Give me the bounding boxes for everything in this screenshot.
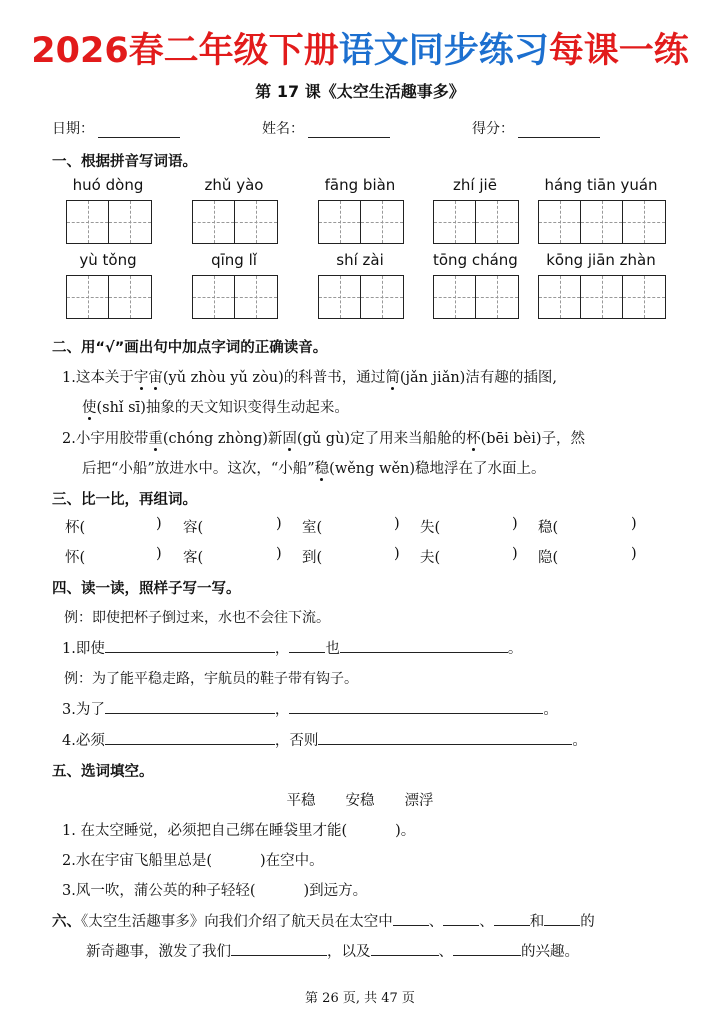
- pinyin-label: shí zài: [336, 251, 384, 269]
- writing-grid[interactable]: [433, 275, 519, 319]
- answer-blank[interactable]: [544, 911, 580, 926]
- dotted-char: 稳: [314, 461, 330, 477]
- pinyin-label: qīng lǐ: [211, 251, 257, 269]
- fill-question-2: 2.水在宇宙飞船里总是( )在空中。: [62, 853, 324, 869]
- answer-blank[interactable]: [289, 699, 543, 714]
- page-number: 第 26 页, 共 47 页: [305, 991, 415, 1006]
- section6-number: 六、: [52, 914, 81, 930]
- page-title: [0, 28, 720, 74]
- compare-char: 容(: [183, 520, 204, 536]
- compare-char: 夫(: [420, 550, 441, 566]
- answer-blank[interactable]: [453, 941, 521, 956]
- compare-char: 失(: [420, 520, 441, 536]
- writing-grid[interactable]: [192, 275, 278, 319]
- choice-word: 安稳: [345, 793, 375, 809]
- writing-grid[interactable]: [538, 200, 666, 244]
- fill-question-3: 3.风一吹，蒲公英的种子轻轻( )到远方。: [62, 883, 368, 899]
- pinyin-label: kōng jiān zhàn: [546, 251, 656, 269]
- pinyin-label: háng tiān yuán: [544, 176, 658, 194]
- date-field: [52, 118, 180, 138]
- answer-blank[interactable]: [105, 730, 275, 745]
- writing-grid[interactable]: [433, 200, 519, 244]
- writing-grid[interactable]: [318, 275, 404, 319]
- compare-close: ): [631, 516, 637, 532]
- pinyin-label: huó dòng: [72, 176, 144, 194]
- dotted-char: 简: [385, 370, 400, 386]
- title-part-subject: 语文同步练习: [338, 31, 549, 71]
- section2-sentence1: 1.这本关于宇宙(yǔ zhòu yǔ zòu)的科普书，通过简(jǎn jiǎn)洁有趣的插图,: [62, 370, 557, 386]
- answer-blank[interactable]: [371, 941, 439, 956]
- section2-heading: 二、用“√”画出句中加点字词的正确读音。: [52, 340, 328, 356]
- date-label: 日期：: [52, 121, 94, 137]
- pinyin-label: zhí jiē: [453, 176, 497, 194]
- compare-char: 室(: [302, 520, 323, 536]
- answer-blank[interactable]: [340, 638, 508, 653]
- writing-grid[interactable]: [192, 200, 278, 244]
- lesson-subtitle: 第 17 课《太空生活趣事多》: [255, 82, 465, 101]
- answer-blank[interactable]: [289, 638, 325, 653]
- score-label: 得分：: [472, 121, 514, 137]
- dotted-char: 杯: [466, 431, 481, 447]
- answer-blank[interactable]: [318, 730, 572, 745]
- writing-grid[interactable]: [318, 200, 404, 244]
- name-label: 姓名：: [262, 121, 304, 137]
- pinyin-label: tōng cháng: [433, 251, 518, 269]
- pinyin-label: yù tǒng: [79, 251, 137, 269]
- answer-blank[interactable]: [231, 941, 327, 956]
- example-sentence: 例：即使把杯子倒过来，水也不会往下流。: [64, 610, 330, 626]
- choice-word: 平稳: [286, 793, 316, 809]
- dotted-char: 固: [282, 431, 297, 447]
- section2-sentence2: 2.小宇用胶带重(chóng zhòng)新固(gǔ gù)定了用来当船舱的杯(bēi bèi)子，然: [62, 431, 586, 447]
- answer-blank[interactable]: [443, 911, 479, 926]
- compare-close: ): [156, 516, 162, 532]
- compare-char: 稳(: [538, 520, 559, 536]
- writing-grid[interactable]: [66, 200, 152, 244]
- name-blank[interactable]: [308, 122, 390, 138]
- section2-sentence2-cont: 后把“小船”放进水中。这次，“小船”稳(wěng wěn)稳地浮在了水面上。: [82, 461, 546, 477]
- pinyin-label: fāng biàn: [324, 176, 396, 194]
- choice-word: 漂浮: [404, 793, 434, 809]
- dotted-char: 重: [148, 431, 163, 447]
- section1-heading: 一、根据拼音写词语。: [52, 154, 197, 170]
- dotted-char: 使: [82, 400, 97, 416]
- section5-heading: 五、选词填空。: [52, 764, 154, 780]
- compare-close: ): [394, 546, 400, 562]
- score-blank[interactable]: [518, 122, 600, 138]
- compare-char: 怀(: [65, 550, 86, 566]
- section2-sentence1-cont: 使(shǐ sī)抽象的天文知识变得生动起来。: [82, 400, 349, 416]
- example-sentence: 例：为了能平稳走路，宇航员的鞋子带有钩子。: [64, 671, 358, 687]
- word-choices: [0, 789, 720, 810]
- section6-line-1: 六、《太空生活趣事多》向我们介绍了航天员在太空中 、 、 和 的: [52, 910, 595, 931]
- writing-grid[interactable]: [66, 275, 152, 319]
- writing-grid[interactable]: [538, 275, 666, 319]
- compare-close: ): [631, 546, 637, 562]
- compare-close: ): [394, 516, 400, 532]
- score-field: [472, 118, 600, 138]
- section4-heading: 四、读一读，照样子写一写。: [52, 581, 241, 597]
- compare-char: 隐(: [538, 550, 559, 566]
- compare-char: 客(: [183, 550, 204, 566]
- rewrite-line-4: 4.必须 ，否则 。: [62, 729, 587, 750]
- answer-blank[interactable]: [494, 911, 530, 926]
- dotted-char: 宇: [133, 370, 149, 386]
- rewrite-line-1: 1.即使 ， 也 。: [62, 637, 522, 658]
- compare-close: ): [512, 546, 518, 562]
- name-field: [262, 118, 390, 138]
- fill-question-1: 1. 在太空睡觉，必须把自己绑在睡袋里才能( )。: [62, 823, 416, 839]
- answer-blank[interactable]: [105, 699, 275, 714]
- title-part-practice: 每课一练: [548, 31, 689, 71]
- compare-close: ): [276, 516, 282, 532]
- compare-close: ): [276, 546, 282, 562]
- answer-blank[interactable]: [105, 638, 275, 653]
- date-blank[interactable]: [98, 122, 180, 138]
- compare-close: ): [512, 516, 518, 532]
- section3-heading: 三、比一比，再组词。: [52, 492, 197, 508]
- dotted-char: 宙: [148, 370, 163, 386]
- section6-line-2: 新奇趣事，激发了我们 ，以及 、 的兴趣。: [86, 940, 579, 961]
- pinyin-label: zhǔ yào: [204, 176, 264, 194]
- compare-char: 到(: [302, 550, 323, 566]
- answer-blank[interactable]: [393, 911, 429, 926]
- compare-close: ): [156, 546, 162, 562]
- compare-char: 杯(: [65, 520, 86, 536]
- title-part-grade: 2026春二年级下册: [31, 31, 339, 71]
- rewrite-line-3: 3.为了 ， 。: [62, 698, 558, 719]
